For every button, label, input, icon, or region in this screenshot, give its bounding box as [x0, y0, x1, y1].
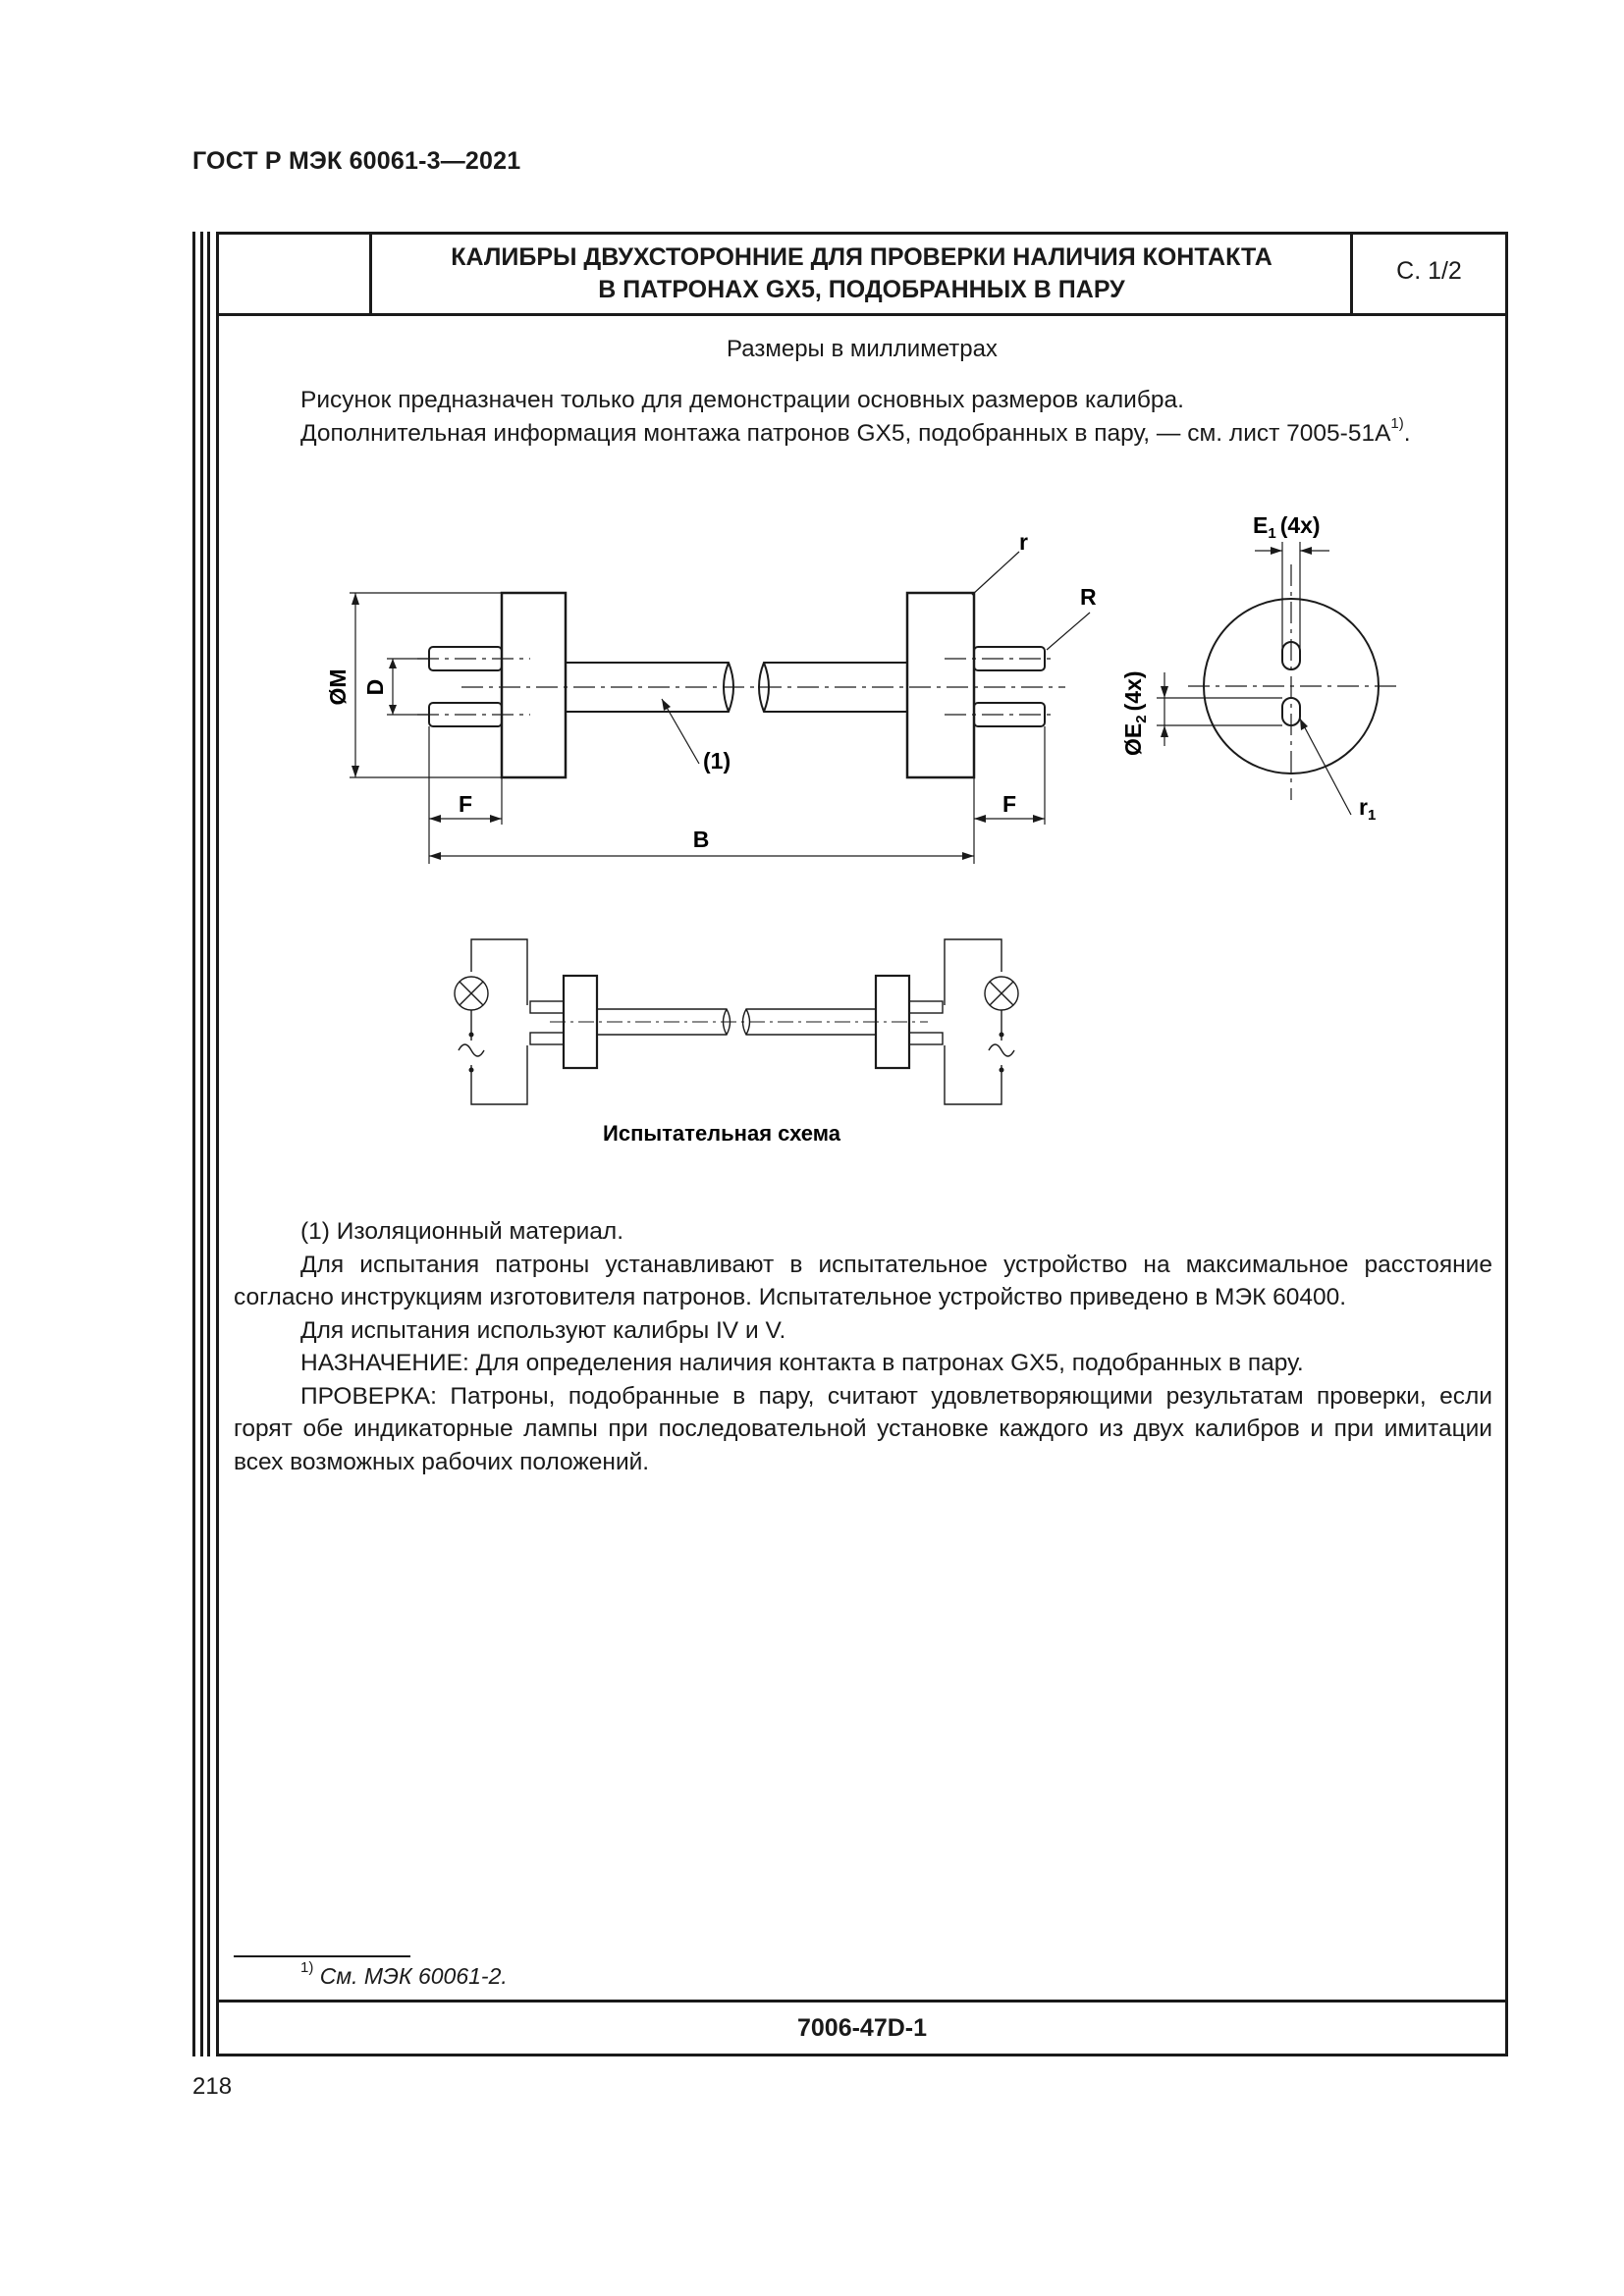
- label-F-left: F: [458, 791, 473, 817]
- circuit-wire-left: [471, 1045, 527, 1104]
- footnote-rule: [234, 1955, 410, 1957]
- label-material-ref: (1): [703, 748, 731, 774]
- intro-text: [234, 384, 1492, 450]
- title-divider: [216, 313, 1508, 316]
- page-number: 218: [192, 2073, 233, 2100]
- sheet-title: [373, 241, 1350, 306]
- body-p4: НАЗНАЧЕНИЕ: Для определения наличия контакта в патронах GX5, подобранных в пару.: [300, 1350, 1304, 1376]
- margin-rule: [192, 232, 195, 2056]
- document-header: ГОСТ Р МЭК 60061-3—2021: [192, 147, 521, 175]
- test-pin: [909, 1001, 943, 1013]
- body-text: [234, 1215, 1492, 1478]
- margin-rule: [200, 232, 203, 2056]
- title-divider-left: [369, 232, 372, 315]
- label-E2: $ØE_2(4x)$: [1120, 670, 1150, 756]
- label-E1: $E_1$ (4x): [1253, 512, 1321, 542]
- body-p3: Для испытания используют калибры IV и V.: [300, 1316, 786, 1344]
- label-r1: $r_1$: [1359, 794, 1377, 824]
- sheet-code: 7006-47D-1: [796, 2014, 928, 2042]
- gauge-drawing: [314, 496, 1424, 879]
- ac-source-right: [989, 1044, 1014, 1056]
- test-pin: [530, 1033, 564, 1044]
- right-gauge-head: [907, 593, 974, 777]
- test-pin: [530, 1001, 564, 1013]
- circuit-wire-right: [945, 1045, 1001, 1104]
- circuit-wire-right: [945, 939, 1001, 1005]
- body-p2: Для испытания патроны устанавливают в испытательное устройство на максимальное расстояние согласно инструкциям изготовителя патронов. Испытательное устройство приведено в МЭК 60400.: [234, 1251, 1492, 1310]
- footnote: [300, 1959, 508, 1990]
- left-gauge-head: [502, 593, 566, 777]
- sheet-title-line2: В ПАТРОНАХ GX5, ПОДОБРАННЫХ В ПАРУ: [598, 276, 1125, 303]
- margin-rule: [207, 232, 210, 2056]
- test-circuit-diagram: [432, 923, 1041, 1158]
- footnote-reference: 1): [1390, 415, 1404, 433]
- intro-line-2: Дополнительная информация монтажа патронов GX5, подобранных в пару, — см. лист $7005-51A^{1)}$.: [300, 415, 1411, 447]
- intro-line-1: Рисунок предназначен только для демонстрации основных размеров калибра.: [300, 387, 1184, 413]
- label-B: B: [692, 827, 710, 852]
- body-p1: (1) Изоляционный материал.: [300, 1218, 624, 1245]
- label-R: R: [1080, 584, 1097, 610]
- label-F-right: F: [1001, 791, 1017, 817]
- footnote-text: См. МЭК 60061-2.: [319, 1963, 508, 1989]
- label-D: D: [362, 678, 388, 696]
- body-p5: ПРОВЕРКА: Патроны, подобранные в пару, считают удовлетворяющими результатам проверки, если горят обе индикаторные лампы при последовательной установке каждого из двух калибров и при имитации всех возможных рабочих положений.: [234, 1382, 1492, 1475]
- test-scheme-caption: Испытательная схема: [603, 1121, 840, 1146]
- circuit-wire-left: [471, 939, 527, 1005]
- footer-divider: [216, 2000, 1508, 2002]
- units-note: Размеры в миллиметрах: [727, 336, 998, 362]
- label-M: ØM: [325, 668, 351, 706]
- test-pin: [909, 1033, 943, 1044]
- footnote-mark: 1): [300, 1959, 314, 1977]
- ac-source-left: [459, 1044, 484, 1056]
- sheet-title-line1: КАЛИБРЫ ДВУХСТОРОННИЕ ДЛЯ ПРОВЕРКИ НАЛИЧИЯ КОНТАКТА: [451, 243, 1272, 271]
- sheet-page-label: С. 1/2: [1396, 257, 1462, 285]
- label-r: r: [1019, 529, 1028, 555]
